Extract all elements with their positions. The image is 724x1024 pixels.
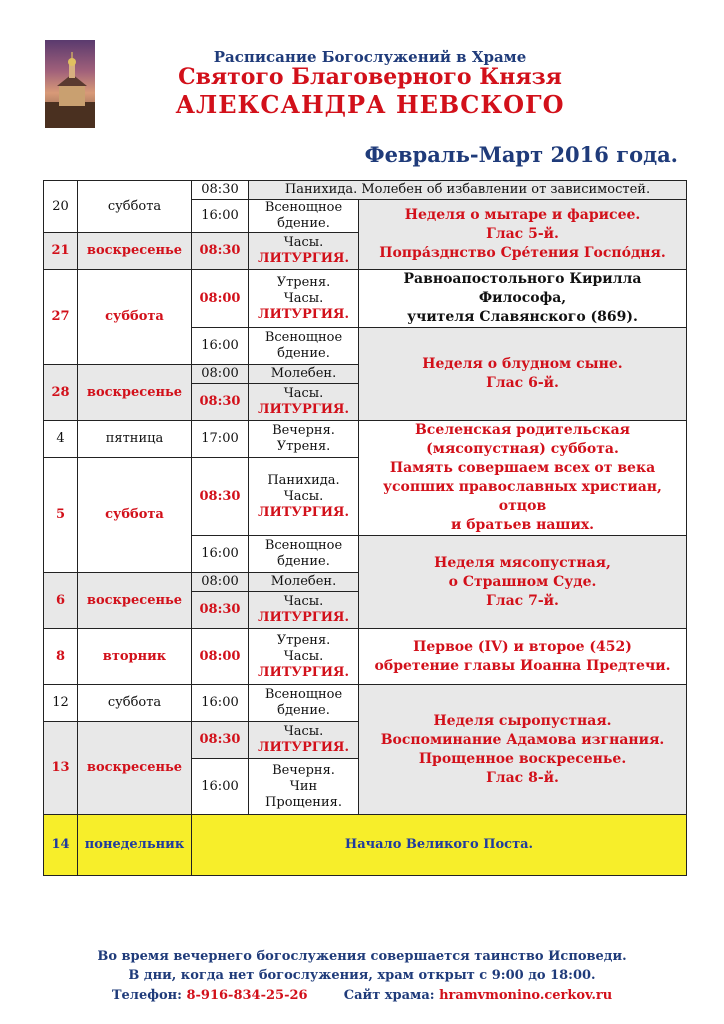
time-cell: 16:00 — [192, 200, 249, 233]
site-link[interactable]: hramvmonino.cerkov.ru — [439, 988, 613, 1003]
weekday-cell: суббота — [78, 270, 192, 365]
service-cell — [249, 233, 359, 270]
weekday-cell: суббота — [78, 685, 192, 722]
table-row — [44, 181, 687, 200]
weekday-cell: пятница — [78, 421, 192, 458]
header-subtitle: Расписание Богослужений в Храме — [213, 48, 527, 66]
time-cell: 16:00 — [192, 536, 249, 573]
service-line: Всенощное — [264, 538, 343, 553]
day-cell: 20 — [44, 181, 78, 233]
service-line: ЛИТУРГИЯ. — [257, 306, 350, 322]
service-cell — [249, 200, 359, 233]
service-line: Утреня. — [276, 632, 331, 648]
table-row — [44, 685, 687, 722]
service-line: Часы. — [283, 235, 324, 250]
day-cell: 27 — [44, 270, 78, 365]
service-line: ЛИТУРГИЯ. — [257, 740, 350, 755]
service-line: Панихида. — [267, 472, 340, 488]
service-cell — [249, 629, 359, 685]
note-line: и братьев наших. — [450, 517, 595, 533]
service-line: Вечерня. — [272, 423, 335, 438]
table-row — [44, 815, 687, 876]
service-cell — [249, 384, 359, 421]
day-cell: 5 — [44, 458, 78, 573]
time-cell: 08:30 — [192, 233, 249, 270]
note-cell — [359, 685, 687, 815]
note-line: Первое (IV) и второе (452) — [413, 638, 632, 655]
service-line: Часы. — [283, 594, 324, 609]
time-cell: 08:00 — [192, 365, 249, 384]
service-line: бдение. — [277, 346, 330, 361]
note-line: Глас 8-й. — [486, 769, 559, 786]
note-cell — [359, 200, 687, 270]
note-line: Неделя сыропустная. — [433, 712, 612, 729]
time-cell: 08:30 — [192, 592, 249, 629]
table-row — [44, 421, 687, 458]
service-line: ЛИТУРГИЯ. — [257, 504, 350, 520]
day-cell: 6 — [44, 573, 78, 629]
note-cell — [359, 270, 687, 328]
time-cell: 08:00 — [192, 573, 249, 592]
phone-label: Телефон: — [111, 988, 182, 1003]
footer-opening-hours: В дни, когда нет богослужения, храм открыт с 9:00 до 18:00. — [128, 968, 596, 983]
note-line: Равноапостольного Кирилла Философа, — [403, 271, 642, 306]
service-line: Вечерня. — [272, 762, 335, 778]
day-cell: 8 — [44, 629, 78, 685]
schedule-period: Февраль-Март 2016 года. — [364, 142, 678, 167]
time-cell: 16:00 — [192, 328, 249, 365]
time-cell: 08:30 — [192, 458, 249, 536]
note-line: Неделя о блудном сыне. — [422, 356, 623, 372]
note-line: Неделя о мытаре и фарисее. — [404, 207, 641, 223]
note-line: усопших православных христиан, отцов — [383, 479, 662, 514]
service-cell — [249, 458, 359, 536]
time-cell: 17:00 — [192, 421, 249, 458]
weekday-cell: вторник — [78, 629, 192, 685]
service-line: Всенощное — [264, 200, 343, 215]
day-cell: 13 — [44, 722, 78, 815]
service-line: бдение. — [277, 703, 330, 718]
site-label: Сайт храма: — [343, 988, 435, 1003]
note-line: Память совершаем всех от века — [389, 460, 656, 476]
note-line: Попра́зднство Сре́тения Госпо́дня. — [379, 245, 666, 261]
weekday-cell: воскресенье — [78, 722, 192, 815]
service-line: Часы. — [283, 386, 324, 401]
service-line: Прощения. — [265, 794, 342, 810]
service-cell — [249, 328, 359, 365]
header-title-line1: Святого Благоверного Князя — [178, 64, 562, 90]
day-cell: 14 — [44, 815, 78, 876]
note-line: учителя Славянского (869). — [407, 309, 638, 325]
service-cell: Панихида. Молебен об избавлении от зависимостей. — [249, 181, 687, 200]
service-cell — [249, 270, 359, 328]
time-cell: 16:00 — [192, 759, 249, 815]
service-line: бдение. — [277, 216, 330, 231]
weekday-cell: понедельник — [78, 815, 192, 876]
day-cell: 12 — [44, 685, 78, 722]
time-cell: 08:30 — [192, 384, 249, 421]
service-line: ЛИТУРГИЯ. — [257, 610, 350, 625]
note-line: Глас 7-й. — [486, 592, 559, 609]
service-line: Часы. — [283, 648, 324, 664]
day-cell: 21 — [44, 233, 78, 270]
weekday-cell: суббота — [78, 458, 192, 573]
time-cell: 08:00 — [192, 629, 249, 685]
service-cell — [249, 759, 359, 815]
service-cell — [249, 685, 359, 722]
church-photo — [45, 40, 95, 128]
note-cell — [359, 328, 687, 421]
note-line: (мясопустная) суббота. — [426, 441, 619, 457]
service-line: Утреня. — [276, 274, 331, 290]
table-row — [44, 270, 687, 328]
weekday-cell: воскресенье — [78, 233, 192, 270]
table-row — [44, 629, 687, 685]
header-title-line2: АЛЕКСАНДРА НЕВСКОГО — [175, 90, 565, 119]
service-line: бдение. — [277, 554, 330, 569]
service-line: Часы. — [283, 488, 324, 504]
footer-contacts — [50, 988, 674, 1003]
service-cell — [249, 421, 359, 458]
footer-confession-note: Во время вечернего богослужения совершается таинство Исповеди. — [97, 949, 627, 964]
note-line: о Страшном Суде. — [448, 573, 597, 590]
time-cell: 08:30 — [192, 181, 249, 200]
time-cell: 16:00 — [192, 685, 249, 722]
service-line: ЛИТУРГИЯ. — [257, 664, 350, 680]
weekday-cell: воскресенье — [78, 365, 192, 421]
note-line: Глас 5-й. — [486, 226, 559, 242]
time-cell: 08:30 — [192, 722, 249, 759]
service-line: Утреня. — [276, 439, 331, 454]
service-line: Часы. — [283, 290, 324, 306]
service-cell: Молебен. — [249, 365, 359, 384]
day-cell: 4 — [44, 421, 78, 458]
note-cell — [359, 629, 687, 685]
weekday-cell: суббота — [78, 181, 192, 233]
note-line: Глас 6-й. — [486, 375, 559, 391]
service-line: ЛИТУРГИЯ. — [257, 251, 350, 266]
time-cell: 08:00 — [192, 270, 249, 328]
service-cell — [249, 592, 359, 629]
service-line: Всенощное — [264, 330, 343, 345]
service-line: Часы. — [283, 724, 324, 739]
note-cell — [359, 421, 687, 536]
day-cell: 28 — [44, 365, 78, 421]
note-line: Неделя мясопустная, — [434, 554, 611, 571]
note-line: Воспоминание Адамова изгнания. — [380, 731, 665, 748]
phone-number[interactable]: 8-916-834-25-26 — [186, 988, 308, 1003]
note-cell — [359, 536, 687, 629]
note-line: Вселенская родительская — [414, 422, 631, 438]
service-cell — [249, 722, 359, 759]
schedule-table — [43, 180, 687, 876]
lent-start-banner: Начало Великого Поста. — [192, 815, 687, 876]
service-line: ЛИТУРГИЯ. — [257, 402, 350, 417]
service-cell — [249, 536, 359, 573]
service-cell: Молебен. — [249, 573, 359, 592]
service-line: Всенощное — [264, 687, 343, 702]
weekday-cell: воскресенье — [78, 573, 192, 629]
note-line: Прощенное воскресенье. — [418, 750, 627, 767]
note-line: обретение главы Иоанна Предтечи. — [374, 657, 671, 674]
service-line: Чин — [289, 778, 318, 794]
